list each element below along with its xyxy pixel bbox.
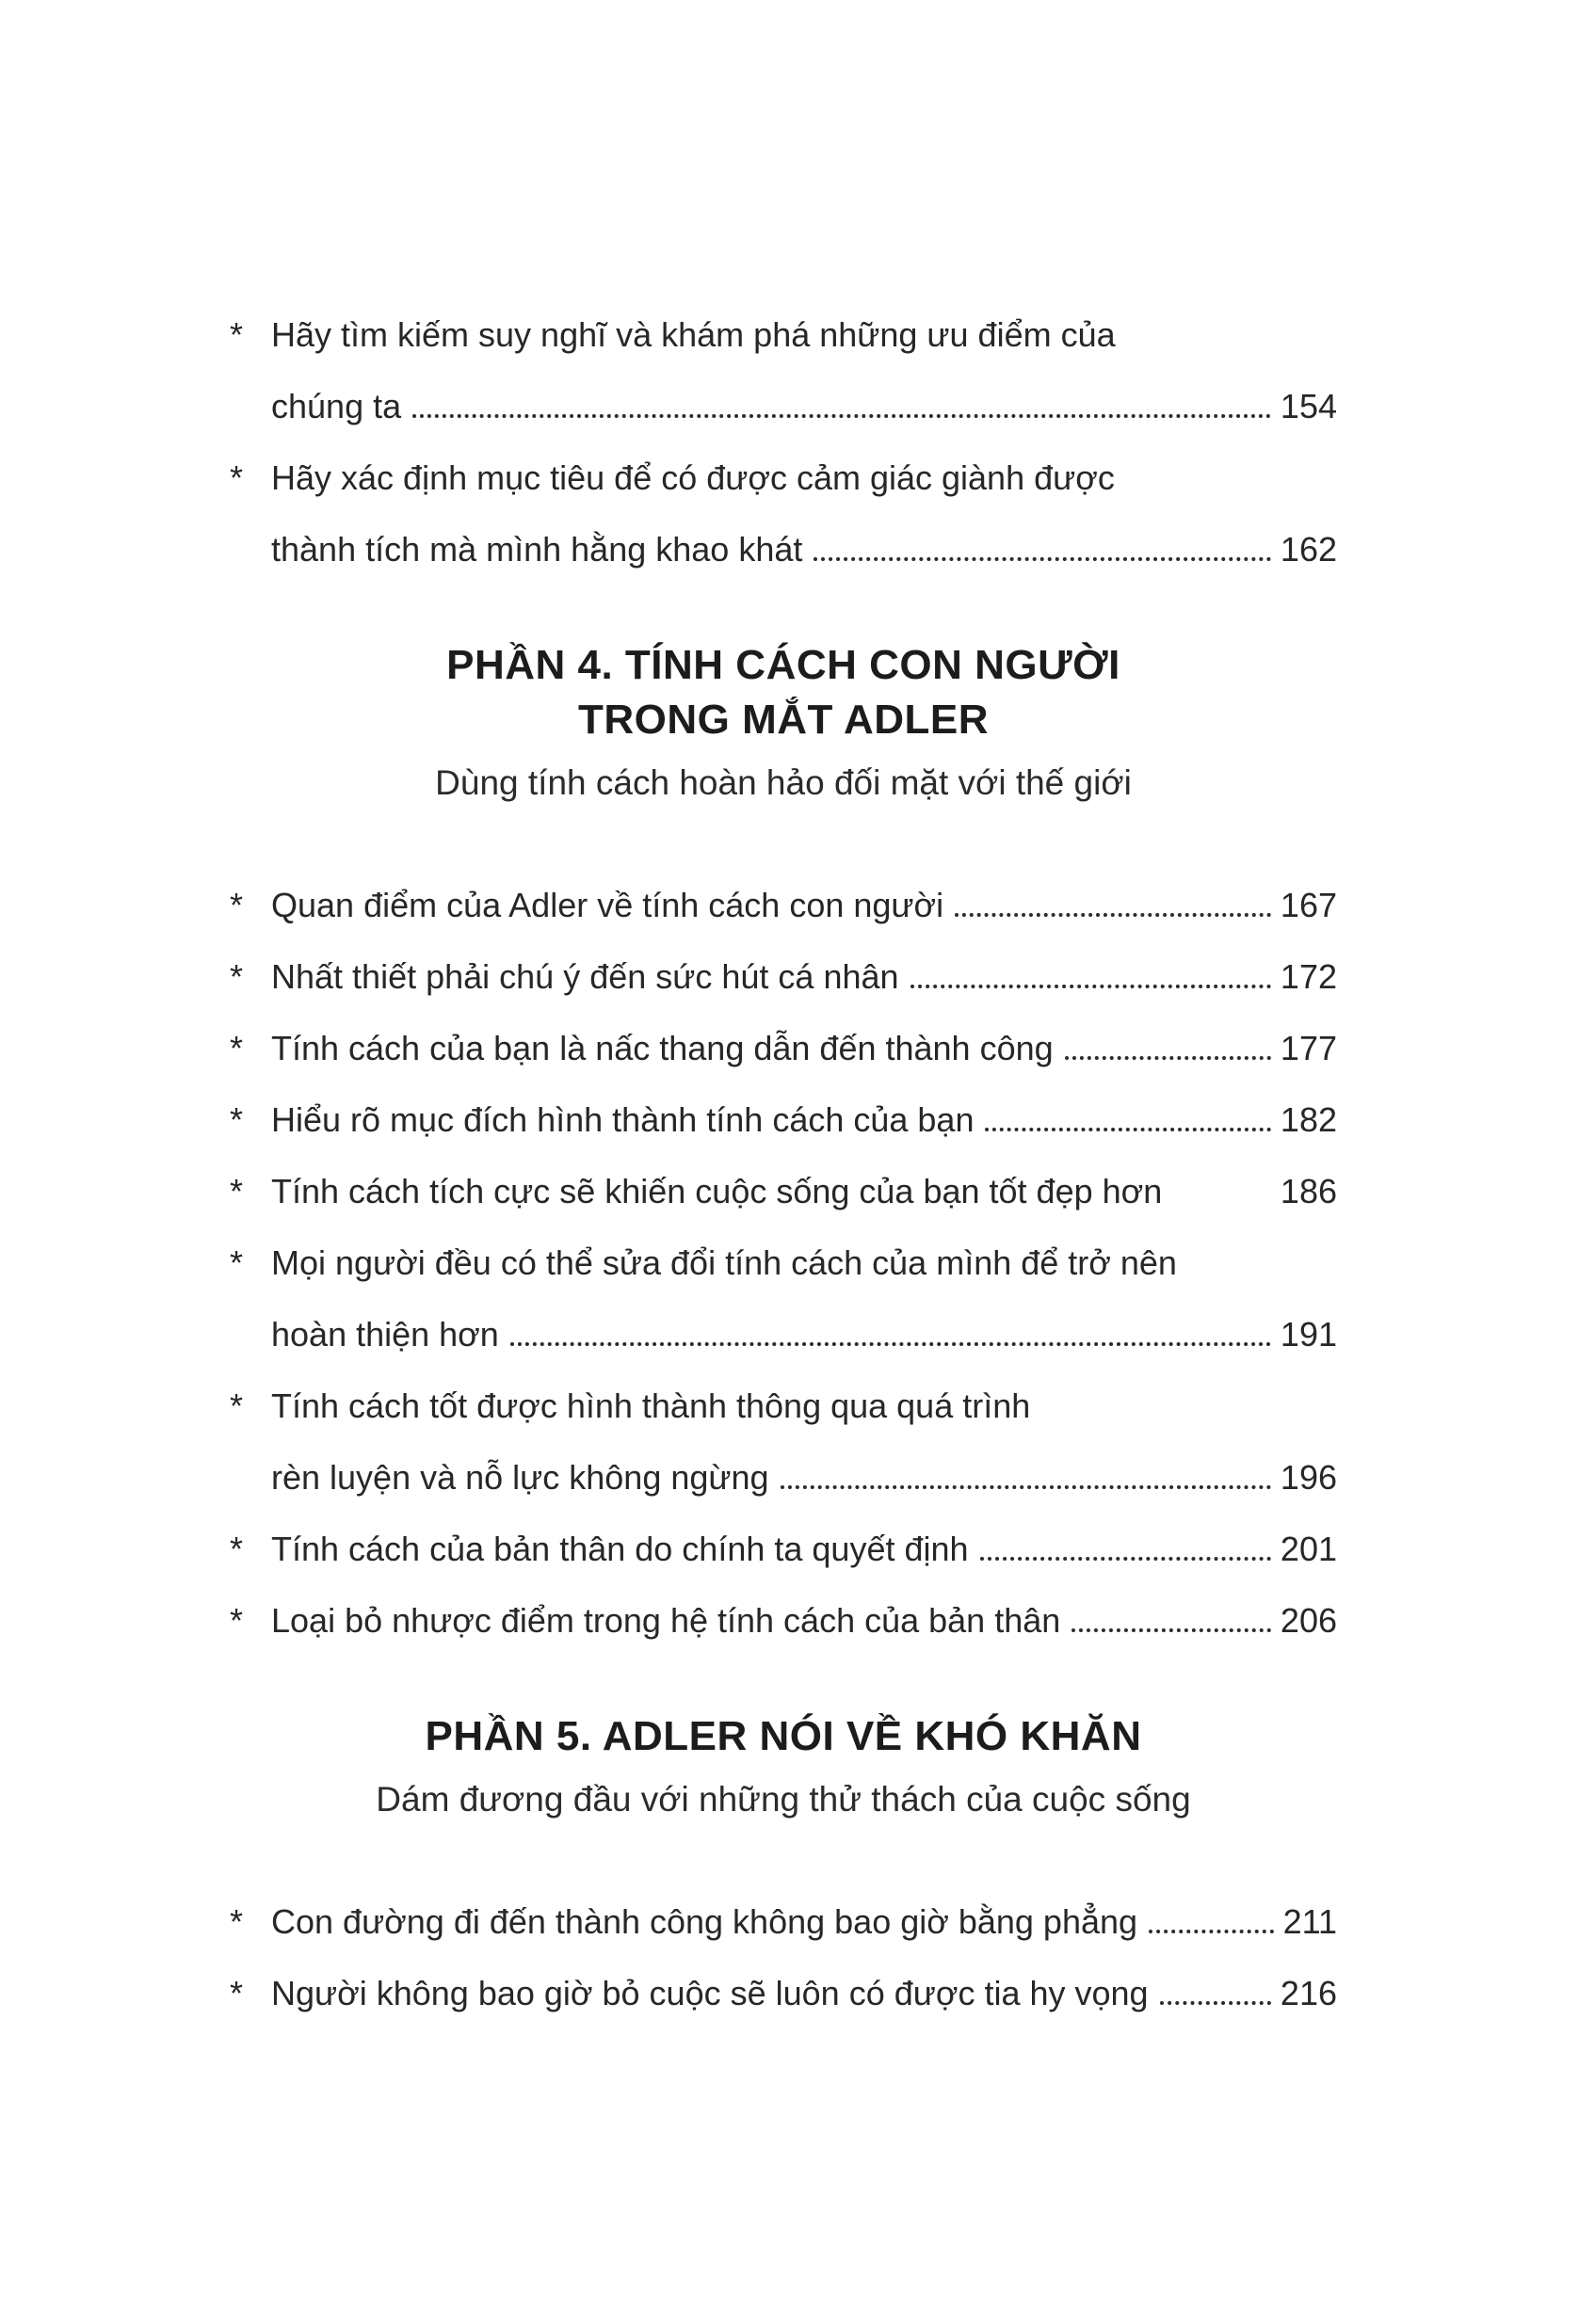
entry-text: Hãy tìm kiếm suy nghĩ và khám phá những ưu điểm của <box>271 315 1116 354</box>
page-number: 167 <box>1280 886 1337 924</box>
asterisk-marker: * <box>230 886 244 924</box>
leader-dots <box>1149 1930 1274 1933</box>
toc-entry-line <box>230 1227 1337 1299</box>
entry-list <box>230 870 1337 1657</box>
toc-entry <box>230 1958 1337 2029</box>
entry-text: chúng ta <box>271 387 402 425</box>
toc-entry-line <box>230 1958 1337 2029</box>
asterisk-marker: * <box>230 1029 244 1067</box>
asterisk-marker: * <box>230 1172 244 1210</box>
leader-dots <box>1160 2001 1271 2005</box>
toc-entry-line <box>230 941 1337 1013</box>
toc-entry-line <box>230 870 1337 941</box>
toc-entry-line <box>230 1084 1337 1156</box>
toc-entry <box>230 1886 1337 1958</box>
toc-section-1 <box>230 299 1337 585</box>
toc-entry-line <box>230 1013 1337 1084</box>
entry-text: Tính cách tốt được hình thành thông qua quá trình <box>271 1386 1031 1425</box>
entry-text: Hiểu rõ mục đích hình thành tính cách của bạn <box>271 1100 975 1139</box>
page-number: 216 <box>1280 1974 1337 2012</box>
toc-entry-line <box>230 1156 1337 1227</box>
entry-text: Hãy xác định mục tiêu để có được cảm giác giành được <box>271 458 1115 497</box>
toc-entry <box>230 1585 1337 1657</box>
entry-list <box>230 299 1337 585</box>
toc-entry <box>230 870 1337 941</box>
page-number: 206 <box>1280 1601 1337 1640</box>
toc-entry-line <box>230 1585 1337 1657</box>
page-number: 177 <box>1280 1029 1337 1067</box>
toc-entry <box>230 941 1337 1013</box>
leader-dots <box>910 985 1271 988</box>
page-number: 186 <box>1280 1172 1337 1210</box>
entry-text: Loại bỏ nhược điểm trong hệ tính cách của bản thân <box>271 1601 1061 1640</box>
toc-entry-line <box>230 371 1337 442</box>
page-number: 162 <box>1280 530 1337 569</box>
entry-text: hoàn thiện hơn <box>271 1315 499 1354</box>
entry-text: Nhất thiết phải chú ý đến sức hút cá nhân <box>271 957 899 996</box>
toc-section-2 <box>230 638 1337 1657</box>
page-number: 182 <box>1280 1100 1337 1139</box>
leader-dots <box>980 1557 1271 1561</box>
entry-text: Tính cách của bản thân do chính ta quyết định <box>271 1530 969 1568</box>
entry-text: Người không bao giờ bỏ cuộc sẽ luôn có được tia hy vọng <box>271 1974 1149 2012</box>
leader-dots <box>985 1128 1270 1131</box>
toc-entry <box>230 299 1337 442</box>
asterisk-marker: * <box>230 1601 244 1640</box>
leader-dots <box>955 913 1271 917</box>
section-heading-line: PHẦN 4. TÍNH CÁCH CON NGƯỜI <box>446 642 1120 688</box>
leader-dots <box>1065 1056 1271 1060</box>
toc <box>230 299 1337 2029</box>
toc-entry <box>230 1084 1337 1156</box>
asterisk-marker: * <box>230 1243 244 1282</box>
leader-dots <box>1173 1199 1271 1203</box>
toc-section-3 <box>230 1709 1337 2029</box>
asterisk-marker: * <box>230 315 244 354</box>
asterisk-marker: * <box>230 1974 244 2012</box>
entry-text: Quan điểm của Adler về tính cách con người <box>271 886 944 924</box>
entry-text: Mọi người đều có thể sửa đổi tính cách của mình để trở nên <box>271 1243 1177 1282</box>
toc-entry-line <box>230 1370 1337 1442</box>
page-number: 191 <box>1280 1315 1337 1354</box>
page-number: 201 <box>1280 1530 1337 1568</box>
toc-entry <box>230 1227 1337 1370</box>
asterisk-marker: * <box>230 1530 244 1568</box>
asterisk-marker: * <box>230 1902 244 1941</box>
section-heading-line: TRONG MẮT ADLER <box>577 697 990 743</box>
section-heading-line: PHẦN 5. ADLER NÓI VỀ KHÓ KHĂN <box>425 1713 1142 1759</box>
toc-entry <box>230 1156 1337 1227</box>
page-number: 196 <box>1280 1458 1337 1497</box>
toc-entry <box>230 1514 1337 1585</box>
toc-entry-line <box>230 514 1337 585</box>
entry-text: Con đường đi đến thành công không bao giờ bằng phẳng <box>271 1902 1138 1941</box>
leader-dots <box>412 414 1271 418</box>
toc-entry <box>230 442 1337 585</box>
toc-entry-line <box>230 1886 1337 1958</box>
section-heading <box>230 1709 1337 1764</box>
toc-entry-line <box>230 299 1337 371</box>
asterisk-marker: * <box>230 458 244 497</box>
entry-text: rèn luyện và nỗ lực không ngừng <box>271 1458 769 1497</box>
entry-text: thành tích mà mình hằng khao khát <box>271 530 803 569</box>
entry-text: Tính cách của bạn là nấc thang dẫn đến thành công <box>271 1029 1054 1067</box>
toc-entry <box>230 1370 1337 1514</box>
page-number: 172 <box>1280 957 1337 996</box>
toc-entry-line <box>230 442 1337 514</box>
section-subtitle: Dùng tính cách hoàn hảo đối mặt với thế giới <box>435 763 1132 802</box>
leader-dots <box>781 1485 1271 1489</box>
leader-dots <box>1071 1628 1271 1632</box>
section-heading <box>230 638 1337 747</box>
toc-entry-line <box>230 1514 1337 1585</box>
page-number: 211 <box>1282 1902 1337 1941</box>
asterisk-marker: * <box>230 1386 244 1425</box>
asterisk-marker: * <box>230 957 244 996</box>
leader-dots <box>814 557 1271 561</box>
entry-text: Tính cách tích cực sẽ khiến cuộc sống của bạn tốt đẹp hơn <box>271 1172 1163 1210</box>
toc-entry <box>230 1013 1337 1084</box>
toc-entry-line <box>230 1299 1337 1370</box>
asterisk-marker: * <box>230 1100 244 1139</box>
leader-dots <box>510 1342 1271 1346</box>
section-subtitle: Dám đương đầu với những thử thách của cuộc sống <box>376 1780 1191 1819</box>
toc-entry-line <box>230 1442 1337 1514</box>
page-number: 154 <box>1280 387 1337 425</box>
entry-list <box>230 1886 1337 2029</box>
